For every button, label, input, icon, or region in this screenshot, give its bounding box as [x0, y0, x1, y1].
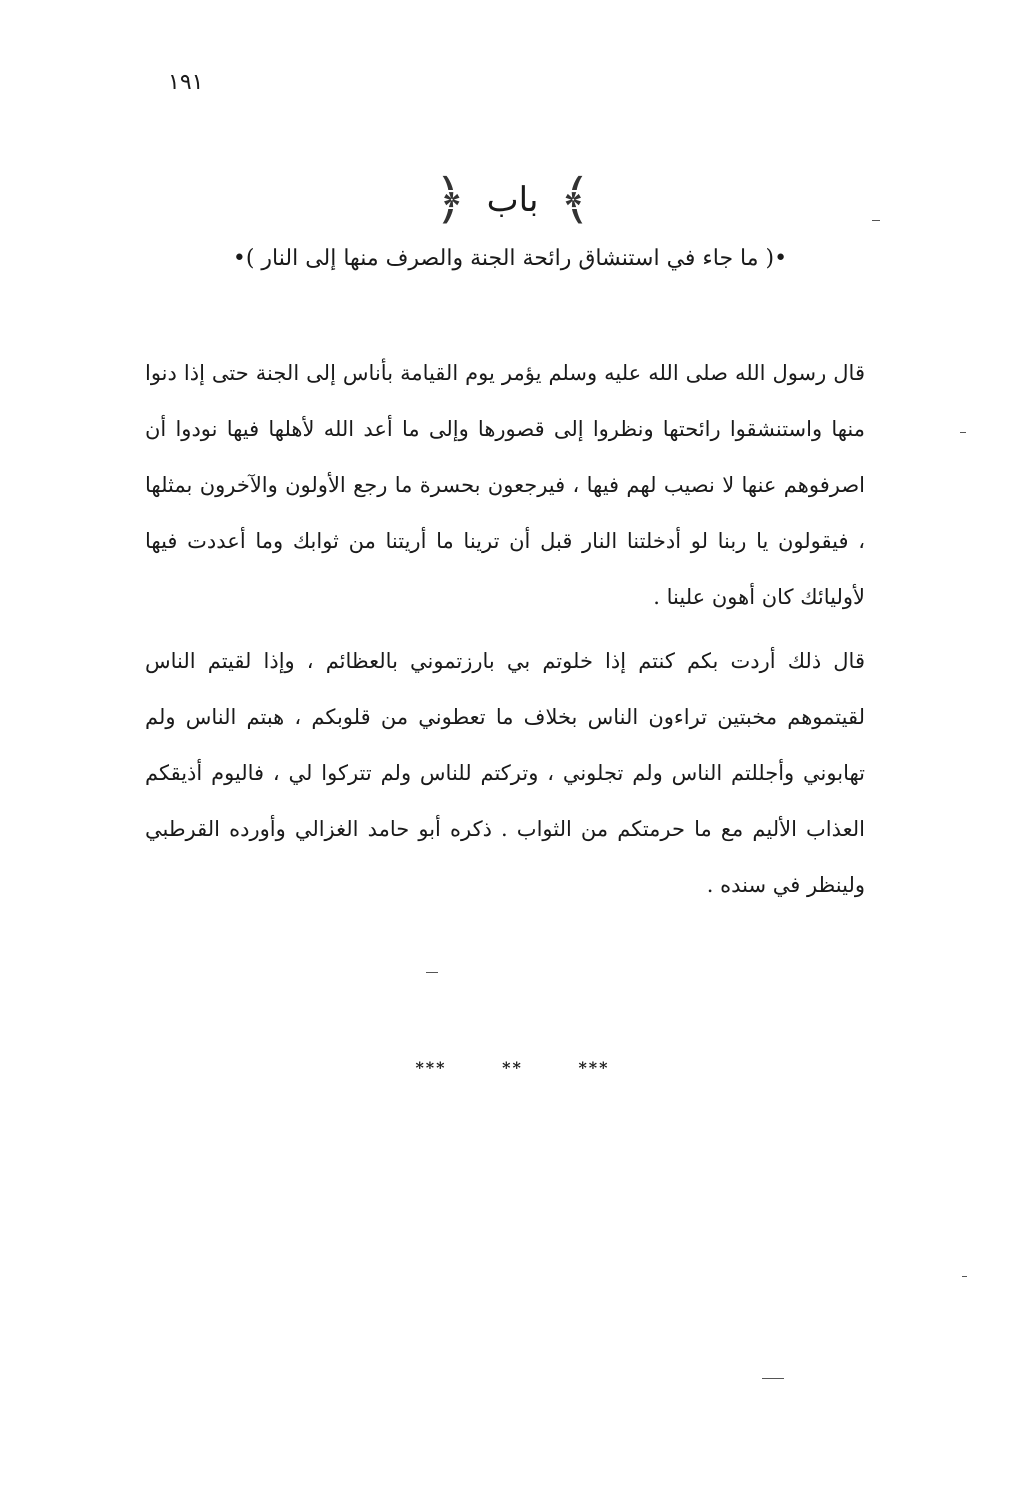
page-number: ١٩١ — [168, 70, 204, 95]
ornamental-bracket-right: ﴾ — [559, 168, 591, 231]
separator-stars-2: ** — [502, 1058, 523, 1077]
separator-stars-1: *** — [415, 1058, 447, 1077]
chapter-heading — [0, 168, 1025, 231]
section-separator — [0, 1058, 1025, 1077]
paper-speck — [426, 972, 438, 973]
body-paragraph-2: قال ذلك أردت بكم كنتم إذا خلوتم بي بارزتموني بالعظائم ، وإذا لقيتم الناس لقيتموهم مخبتين تراءون الناس بخلاف ما تعطوني من قلوبكم ، هبتم الناس ولم تهابوني وأجللتم الناس ولم تجلوني ، وتركتم للناس ولم تتركوا لي ، فاليوم أذيقكم العذاب الأليم مع ما حرمتكم من الثواب . ذكره أبو حامد الغزالي وأورده القرطبي ولينظر في سنده . — [145, 649, 865, 897]
paper-speck — [872, 220, 880, 221]
body-paragraph-1: قال رسول الله صلى الله عليه وسلم يؤمر يوم القيامة بأناس إلى الجنة حتى إذا دنوا منها واستنشقوا رائحتها ونظروا إلى قصورها وإلى ما أعد الله لأهلها فيها نودوا أن اصرفوهم عنها لا نصيب لهم فيها ، فيرجعون بحسرة ما رجع الأولون والآخرون بمثلها ، فيقولون يا ربنا لو أدخلتنا النار قبل أن ترينا ما أريتنا من ثوابك وما أعددت فيها لأوليائك كان أهون علينا . — [145, 361, 865, 609]
paper-speck — [960, 432, 966, 433]
chapter-title: باب — [486, 179, 539, 220]
chapter-subtitle: •( ما جاء في استنشاق رائحة الجنة والصرف منها إلى النار )• — [232, 246, 788, 271]
separator-stars-3: *** — [578, 1058, 610, 1077]
ornamental-bracket-left: ﴿ — [434, 168, 466, 231]
paper-speck — [762, 1378, 784, 1379]
paper-speck — [962, 1276, 967, 1277]
